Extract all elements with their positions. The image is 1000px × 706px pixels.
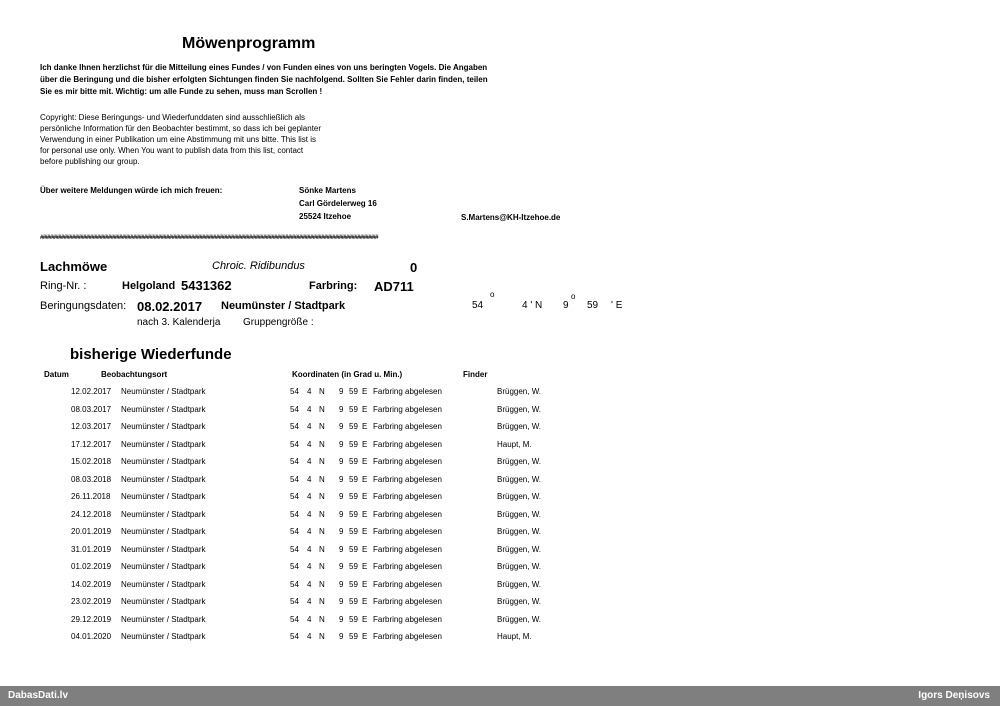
cell-lon-deg: 9 bbox=[339, 474, 344, 484]
scientific-name: Chroic. Ridibundus bbox=[212, 260, 305, 272]
cell-ns: N bbox=[319, 527, 325, 536]
table-row bbox=[0, 405, 1000, 423]
cell-lat-min: 4 bbox=[307, 562, 312, 571]
cell-lat-min: 4 bbox=[307, 509, 312, 519]
cell-ew: E bbox=[362, 474, 368, 484]
footer-right-text: Igors Deņisovs bbox=[918, 690, 990, 701]
table-row bbox=[0, 597, 1000, 615]
species-name: Lachmöwe bbox=[40, 259, 108, 274]
cell-date: 20.01.2019 bbox=[71, 527, 112, 536]
cell-finder: Brüggen, W. bbox=[497, 527, 542, 536]
cell-place: Neumünster / Stadtpark bbox=[121, 632, 206, 641]
color-ring-code: AD711 bbox=[374, 279, 414, 294]
cell-ew: E bbox=[362, 614, 368, 624]
cell-place: Neumünster / Stadtpark bbox=[121, 387, 206, 396]
ringing-label: Beringungsdaten: bbox=[40, 300, 127, 312]
degree-symbol: o bbox=[571, 292, 576, 301]
table-row bbox=[0, 387, 1000, 405]
ring-label: Ring-Nr. : bbox=[40, 280, 87, 292]
contact-name: Sönke Martens bbox=[299, 186, 356, 195]
cell-lon-min: 59 bbox=[349, 422, 358, 431]
cell-place: Neumünster / Stadtpark bbox=[121, 579, 206, 589]
cell-ew: E bbox=[362, 562, 368, 571]
cell-lat-deg: 54 bbox=[290, 579, 299, 589]
contact-prompt: Über weitere Meldungen würde ich mich freuen: bbox=[40, 186, 223, 195]
cell-date: 17.12.2017 bbox=[71, 439, 112, 449]
cell-place: Neumünster / Stadtpark bbox=[121, 614, 206, 624]
cell-date: 08.03.2018 bbox=[71, 474, 112, 484]
age-class: nach 3. Kalenderja bbox=[137, 317, 221, 328]
cell-place: Neumünster / Stadtpark bbox=[121, 404, 206, 414]
intro-line: Sie es mir bitte mit. Wichtig: um alle Funde zu sehen, muss man Scrollen ! bbox=[40, 87, 323, 96]
cell-place: Neumünster / Stadtpark bbox=[121, 492, 206, 501]
cell-lat-deg: 54 bbox=[290, 632, 299, 641]
cell-ew: E bbox=[362, 597, 368, 606]
cell-method: Farbring abgelesen bbox=[373, 544, 442, 554]
cell-lon-min: 59 bbox=[349, 614, 358, 624]
ringing-lon-dir: ' E bbox=[611, 300, 623, 311]
col-header-place: Beobachtungsort bbox=[101, 370, 168, 379]
ringing-date: 08.02.2017 bbox=[137, 299, 203, 314]
cell-ns: N bbox=[319, 614, 325, 624]
intro-text bbox=[40, 62, 488, 98]
cell-lon-deg: 9 bbox=[339, 632, 344, 641]
cell-lat-min: 4 bbox=[307, 527, 312, 536]
cell-ew: E bbox=[362, 527, 368, 536]
cell-lon-deg: 9 bbox=[339, 544, 344, 554]
contact-city: 25524 Itzehoe bbox=[299, 212, 352, 221]
cell-ew: E bbox=[362, 632, 368, 641]
color-ring-label: Farbring: bbox=[309, 280, 358, 292]
cell-ns: N bbox=[319, 562, 325, 571]
table-row bbox=[0, 422, 1000, 440]
cell-finder: Brüggen, W. bbox=[497, 509, 542, 519]
cell-place: Neumünster / Stadtpark bbox=[121, 474, 206, 484]
cell-lat-deg: 54 bbox=[290, 544, 299, 554]
page-title: Möwenprogramm bbox=[182, 35, 316, 52]
table-row bbox=[0, 475, 1000, 493]
cell-ns: N bbox=[319, 387, 325, 396]
copyright-line: Copyright: Diese Beringungs- und Wiederfunddaten sind ausschließlich als bbox=[40, 113, 306, 122]
cell-method: Farbring abgelesen bbox=[373, 509, 442, 519]
cell-place: Neumünster / Stadtpark bbox=[121, 562, 206, 571]
cell-finder: Haupt, M. bbox=[497, 632, 532, 641]
cell-ew: E bbox=[362, 404, 368, 414]
cell-lon-min: 59 bbox=[349, 474, 358, 484]
cell-lat-deg: 54 bbox=[290, 492, 299, 501]
cell-lon-min: 59 bbox=[349, 492, 358, 501]
ringing-place: Neumünster / Stadtpark bbox=[221, 300, 346, 312]
cell-lon-deg: 9 bbox=[339, 562, 344, 571]
cell-method: Farbring abgelesen bbox=[373, 597, 442, 606]
table-row bbox=[0, 562, 1000, 580]
group-size-label: Gruppengröße : bbox=[243, 317, 314, 328]
cell-lat-min: 4 bbox=[307, 579, 312, 589]
col-header-finder: Finder bbox=[463, 370, 488, 379]
cell-lon-deg: 9 bbox=[339, 527, 344, 536]
cell-date: 04.01.2020 bbox=[71, 632, 112, 641]
intro-line: über die Beringung und die bisher erfolgten Sichtungen finden Sie nachfolgend. Sollten Sie Fehler darin finden, teilen bbox=[40, 75, 488, 84]
cell-lon-min: 59 bbox=[349, 439, 358, 449]
copyright-line: before publishing our group. bbox=[40, 157, 140, 166]
cell-ew: E bbox=[362, 439, 368, 449]
table-row bbox=[0, 527, 1000, 545]
cell-ew: E bbox=[362, 387, 368, 396]
cell-lon-deg: 9 bbox=[339, 492, 344, 501]
ring-number: 5431362 bbox=[181, 278, 232, 293]
ringing-lon-deg: 9 bbox=[563, 300, 569, 311]
cell-ns: N bbox=[319, 404, 325, 414]
cell-lon-min: 59 bbox=[349, 579, 358, 589]
table-row bbox=[0, 492, 1000, 510]
contact-email[interactable]: S.Martens@KH-Itzehoe.de bbox=[461, 213, 561, 222]
cell-date: 15.02.2018 bbox=[71, 457, 112, 466]
cell-finder: Brüggen, W. bbox=[497, 404, 542, 414]
cell-lat-deg: 54 bbox=[290, 527, 299, 536]
cell-finder: Brüggen, W. bbox=[497, 579, 542, 589]
degree-symbol: o bbox=[490, 290, 495, 299]
cell-ns: N bbox=[319, 474, 325, 484]
footer-bar bbox=[0, 686, 1000, 706]
cell-lon-min: 59 bbox=[349, 527, 358, 536]
cell-method: Farbring abgelesen bbox=[373, 632, 442, 641]
cell-lat-min: 4 bbox=[307, 457, 312, 466]
cell-ns: N bbox=[319, 457, 325, 466]
table-row bbox=[0, 545, 1000, 563]
cell-lon-min: 59 bbox=[349, 544, 358, 554]
cell-ew: E bbox=[362, 457, 368, 466]
table-row bbox=[0, 510, 1000, 528]
cell-date: 12.03.2017 bbox=[71, 422, 112, 431]
table-row bbox=[0, 580, 1000, 598]
cell-lon-deg: 9 bbox=[339, 614, 344, 624]
separator-line: ########################################################################################################################## bbox=[40, 234, 378, 241]
cell-date: 26.11.2018 bbox=[71, 492, 111, 501]
cell-ns: N bbox=[319, 492, 325, 501]
cell-lat-min: 4 bbox=[307, 404, 312, 414]
cell-date: 24.12.2018 bbox=[71, 509, 112, 519]
cell-lat-deg: 54 bbox=[290, 614, 299, 624]
ringing-lon-min: 59 bbox=[587, 300, 599, 311]
cell-finder: Brüggen, W. bbox=[497, 562, 542, 571]
cell-lat-min: 4 bbox=[307, 632, 312, 641]
cell-method: Farbring abgelesen bbox=[373, 387, 442, 396]
cell-method: Farbring abgelesen bbox=[373, 614, 442, 624]
cell-lat-min: 4 bbox=[307, 544, 312, 554]
col-header-date: Datum bbox=[44, 370, 69, 379]
cell-method: Farbring abgelesen bbox=[373, 457, 442, 466]
cell-lat-min: 4 bbox=[307, 492, 312, 501]
cell-place: Neumünster / Stadtpark bbox=[121, 544, 206, 554]
copyright-line: persönliche Information für den Beobachter bestimmt, so dass ich bei geplanter bbox=[40, 124, 322, 133]
cell-lon-deg: 9 bbox=[339, 439, 344, 449]
cell-finder: Brüggen, W. bbox=[497, 597, 542, 606]
cell-finder: Brüggen, W. bbox=[497, 544, 542, 554]
cell-method: Farbring abgelesen bbox=[373, 562, 442, 571]
cell-finder: Haupt, M. bbox=[497, 439, 532, 449]
cell-ew: E bbox=[362, 544, 368, 554]
cell-place: Neumünster / Stadtpark bbox=[121, 457, 206, 466]
cell-method: Farbring abgelesen bbox=[373, 422, 442, 431]
cell-lon-min: 59 bbox=[349, 457, 358, 466]
cell-place: Neumünster / Stadtpark bbox=[121, 422, 206, 431]
cell-method: Farbring abgelesen bbox=[373, 404, 442, 414]
cell-method: Farbring abgelesen bbox=[373, 439, 442, 449]
cell-date: 29.12.2019 bbox=[71, 614, 112, 624]
cell-lon-min: 59 bbox=[349, 597, 358, 606]
cell-lat-min: 4 bbox=[307, 387, 312, 396]
cell-method: Farbring abgelesen bbox=[373, 474, 442, 484]
cell-ns: N bbox=[319, 509, 325, 519]
cell-finder: Brüggen, W. bbox=[497, 492, 542, 501]
cell-lat-min: 4 bbox=[307, 439, 312, 449]
cell-lat-deg: 54 bbox=[290, 597, 299, 606]
table-row bbox=[0, 440, 1000, 458]
cell-lon-min: 59 bbox=[349, 562, 358, 571]
cell-method: Farbring abgelesen bbox=[373, 579, 442, 589]
cell-ns: N bbox=[319, 439, 325, 449]
cell-date: 31.01.2019 bbox=[71, 544, 112, 554]
cell-date: 08.03.2017 bbox=[71, 404, 112, 414]
cell-finder: Brüggen, W. bbox=[497, 457, 542, 466]
cell-ns: N bbox=[319, 422, 325, 431]
cell-lat-deg: 54 bbox=[290, 474, 299, 484]
copyright-text bbox=[40, 112, 321, 167]
col-header-coords: Koordinaten (in Grad u. Min.) bbox=[292, 370, 403, 379]
cell-date: 23.02.2019 bbox=[71, 597, 112, 606]
cell-date: 01.02.2019 bbox=[71, 562, 112, 571]
resightings-heading: bisherige Wiederfunde bbox=[70, 346, 232, 363]
cell-lon-min: 59 bbox=[349, 387, 358, 396]
cell-date: 12.02.2017 bbox=[71, 387, 112, 396]
table-row bbox=[0, 457, 1000, 475]
cell-ns: N bbox=[319, 597, 325, 606]
cell-lon-deg: 9 bbox=[339, 597, 344, 606]
copyright-line: for personal use only. When You want to publish data from this list, contact bbox=[40, 146, 304, 155]
cell-lon-deg: 9 bbox=[339, 579, 344, 589]
intro-line: Ich danke Ihnen herzlichst für die Mitteilung eines Fundes / von Funden eines von uns beringten Vogels. Die Angaben bbox=[40, 63, 488, 72]
cell-finder: Brüggen, W. bbox=[497, 387, 542, 396]
cell-lat-deg: 54 bbox=[290, 404, 299, 414]
cell-place: Neumünster / Stadtpark bbox=[121, 597, 206, 606]
ring-station: Helgoland bbox=[122, 280, 176, 292]
cell-lat-deg: 54 bbox=[290, 509, 299, 519]
cell-lat-deg: 54 bbox=[290, 387, 299, 396]
cell-lon-deg: 9 bbox=[339, 387, 344, 396]
cell-lat-min: 4 bbox=[307, 474, 312, 484]
cell-place: Neumünster / Stadtpark bbox=[121, 527, 206, 536]
cell-lon-min: 59 bbox=[349, 509, 358, 519]
cell-ew: E bbox=[362, 509, 368, 519]
cell-date: 14.02.2019 bbox=[71, 579, 112, 589]
cell-place: Neumünster / Stadtpark bbox=[121, 509, 206, 519]
ringing-lat-min: 4 ' N bbox=[522, 300, 543, 311]
cell-finder: Brüggen, W. bbox=[497, 614, 542, 624]
cell-ns: N bbox=[319, 632, 325, 641]
cell-lat-deg: 54 bbox=[290, 422, 299, 431]
cell-lon-deg: 9 bbox=[339, 457, 344, 466]
cell-ns: N bbox=[319, 544, 325, 554]
cell-lon-deg: 9 bbox=[339, 404, 344, 414]
cell-lon-deg: 9 bbox=[339, 509, 344, 519]
cell-lon-min: 59 bbox=[349, 404, 358, 414]
cell-lon-deg: 9 bbox=[339, 422, 344, 431]
ringing-lat-deg: 54 bbox=[472, 300, 484, 311]
copyright-line: Verwendung in einer Publikation um eine Abstimmung mit uns bitte. This list is bbox=[40, 135, 316, 144]
cell-lat-min: 4 bbox=[307, 597, 312, 606]
cell-finder: Brüggen, W. bbox=[497, 422, 542, 431]
cell-method: Farbring abgelesen bbox=[373, 527, 442, 536]
cell-lat-min: 4 bbox=[307, 614, 312, 624]
cell-ns: N bbox=[319, 579, 325, 589]
cell-lat-min: 4 bbox=[307, 422, 312, 431]
cell-lat-deg: 54 bbox=[290, 439, 299, 449]
cell-ew: E bbox=[362, 579, 368, 589]
cell-method: Farbring abgelesen bbox=[373, 492, 442, 501]
cell-place: Neumünster / Stadtpark bbox=[121, 439, 206, 449]
footer-left-text: DabasDati.lv bbox=[8, 690, 69, 701]
cell-lat-deg: 54 bbox=[290, 457, 299, 466]
bird-count: 0 bbox=[410, 260, 418, 275]
contact-street: Carl Gördelerweg 16 bbox=[299, 199, 377, 208]
cell-ew: E bbox=[362, 422, 368, 431]
cell-lon-min: 59 bbox=[349, 632, 358, 641]
cell-ew: E bbox=[362, 492, 368, 501]
table-row bbox=[0, 615, 1000, 633]
cell-lat-deg: 54 bbox=[290, 562, 299, 571]
table-row bbox=[0, 632, 1000, 650]
cell-finder: Brüggen, W. bbox=[497, 474, 542, 484]
